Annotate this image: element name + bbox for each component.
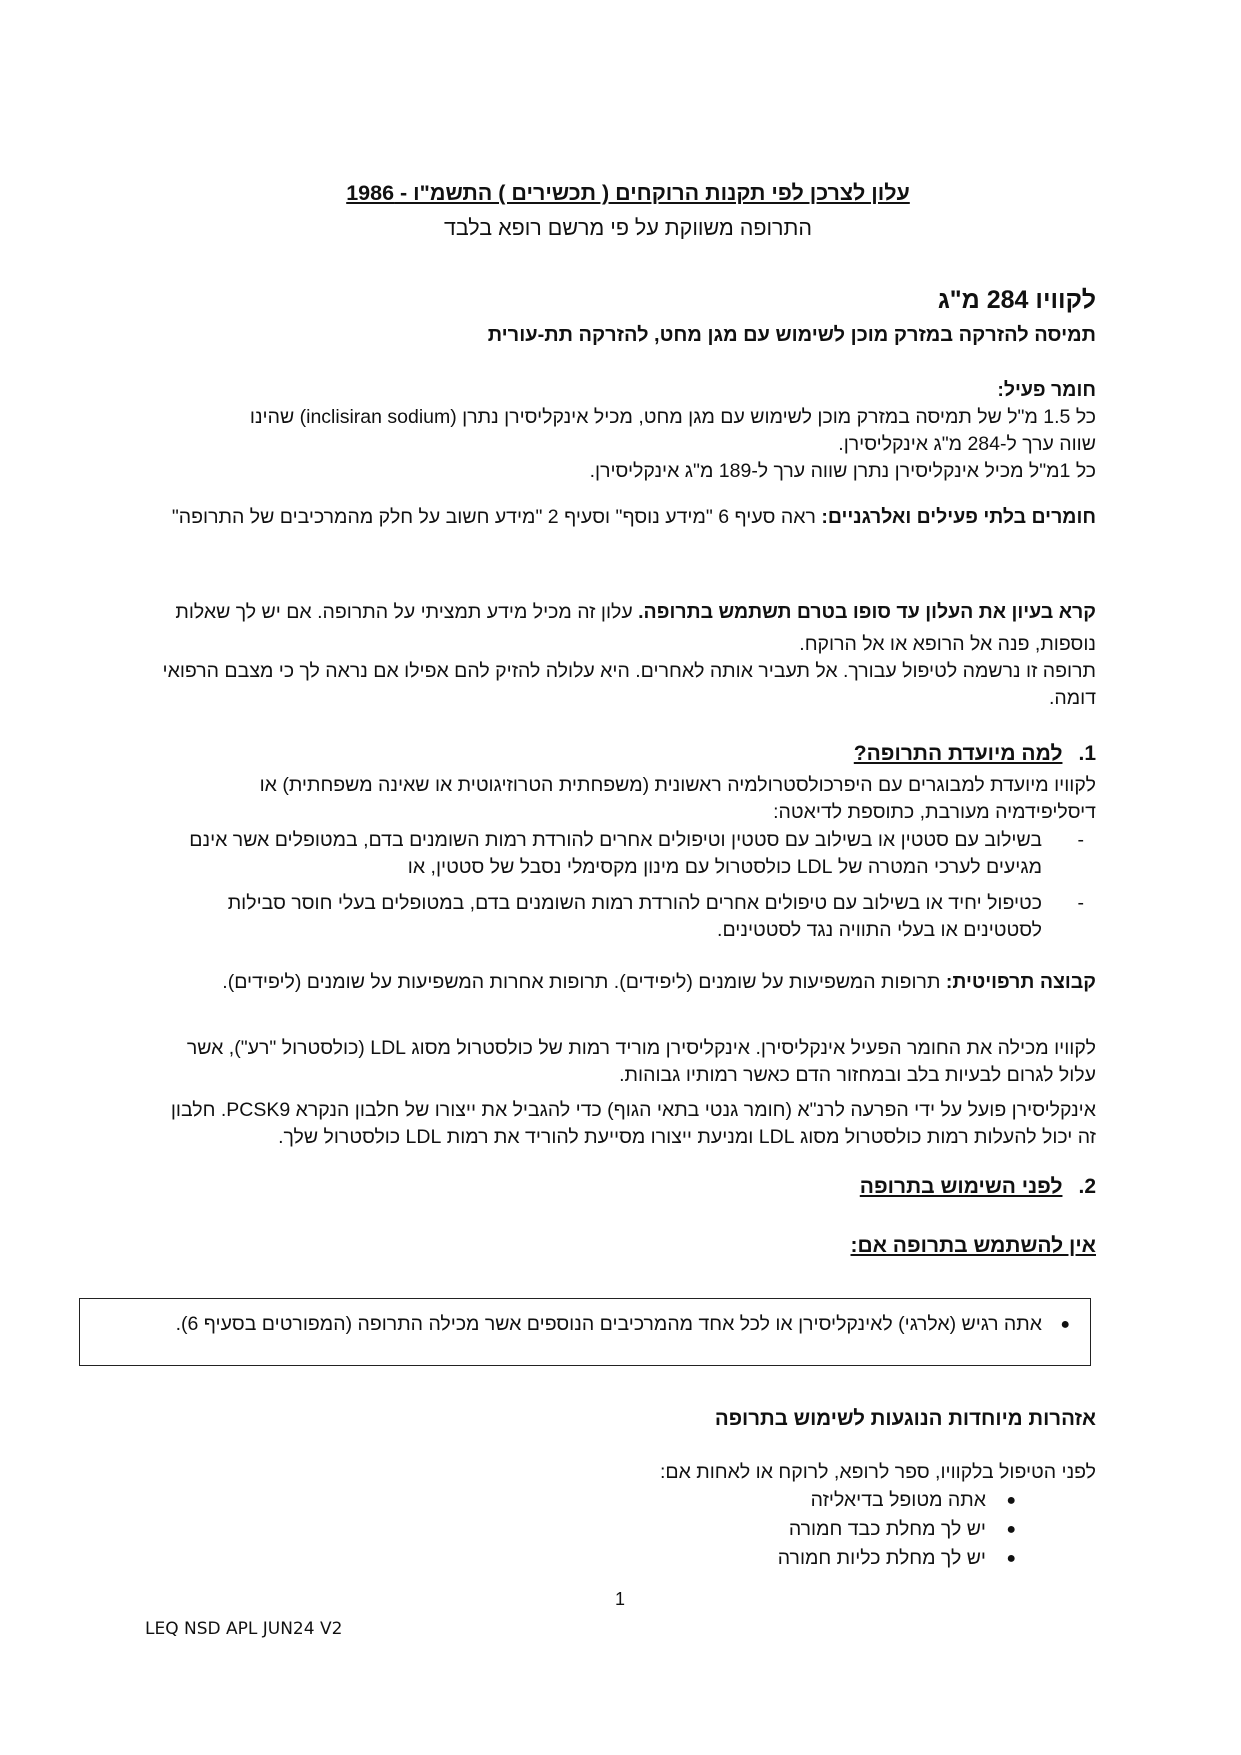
leaflet-header-subtitle: התרופה משווקת על פי מרשם רופא בלבד: [443, 216, 813, 240]
therapeutic-group-text: תרופות המשפיעות על שומנים (ליפידים). תרופות אחרות המשפיעות על שומנים (ליפידים).: [222, 971, 941, 993]
inactive-ingredients-label: חומרים בלתי פעילים ואלרגניים:: [821, 506, 1096, 528]
section1-intro: לקוויו מיועדת למבוגרים עם היפרכולסטרולמיה ראשונית (משפחתית הטרוזיגוטית או שאינה משפחתית) או דיסליפידמיה מעורבת, כתוספת לדיאטה:: [259, 774, 1096, 823]
inactive-ingredients-block: [160, 504, 1096, 531]
section1-desc2: אינקליסירן פועל על ידי הפרעה לרנ"א (חומר גנטי בתאי הגוף) כדי להגביל את ייצורו של חלבון הנקרא PCSK9. חלבון זה יכול להעלות רמות כולסטרול מסוג LDL ומניעת ייצורו מסייעת להוריד את רמות LDL כולסטרול שלך.: [170, 1099, 1096, 1148]
active-ingredient-block: [160, 377, 1096, 485]
section2-title: לפני השימוש בתרופה: [859, 1175, 1063, 1198]
read-leaflet-block: [160, 596, 1096, 660]
drug-name: לקוויו 284 מ"ג: [937, 286, 1096, 314]
section1-desc1: לקוויו מכילה את החומר הפעיל אינקליסירן. אינקליסירן מוריד רמות של כולסטרול מסוג LDL (כולסטרול "רע"), אשר עלול לגרום לבעיות בלב ובמחזור הדם כאשר רמותיו גבוהות.: [186, 1037, 1096, 1086]
warning-item-3: יש לך מחלת כליות חמורה: [777, 1547, 986, 1569]
warning-item-2: יש לך מחלת כבד חמורה: [788, 1518, 986, 1540]
no-use-heading: [160, 1232, 1096, 1260]
bullet-marker: ●: [1006, 1492, 1016, 1509]
contraindication-text: אתה רגיש (אלרגי) לאינקליסירן או לכל אחד מהמרכיבים הנוספים אשר מכילה התרופה (המפורטים בסעיף 6).: [175, 1313, 1042, 1335]
active-ingredient-label: חומר פעיל:: [997, 379, 1096, 401]
section2-number: 2.: [1078, 1175, 1096, 1198]
footer-code: LEQ NSD APL JUN24 V2: [145, 1619, 343, 1639]
list-item: [160, 1486, 1096, 1515]
warning-item-1: אתה מטופל בדיאליזה: [810, 1489, 986, 1511]
page-number: 1: [614, 1589, 625, 1609]
section1-list: [160, 827, 1096, 944]
therapeutic-group: [160, 969, 1096, 996]
list-item: [160, 1515, 1096, 1544]
no-use-title: אין להשתמש בתרופה אם:: [850, 1234, 1096, 1257]
read-leaflet-text: עלון זה מכיל מידע תמציתי על התרופה. אם יש לך שאלות נוספות, פנה אל הרופא או אל הרוקח.: [175, 601, 1096, 655]
section1-number: 1.: [1078, 742, 1096, 765]
dash-marker: -: [1077, 829, 1084, 851]
section1-item-2: כטיפול יחיד או בשילוב עם טיפולים אחרים להורדת רמות השומנים בדם, במטופלים בעלי חוסר סבילות לסטטינים או בעלי התוויה נגד לסטטינים.: [227, 892, 1042, 941]
list-item: [160, 1544, 1096, 1573]
bullet-marker: ●: [1060, 1316, 1070, 1333]
list-item: [160, 890, 1096, 944]
inactive-ingredients-text: ראה סעיף 6 "מידע נוסף" וסעיף 2 "מידע חשוב על חלק מהמרכיבים של התרופה": [171, 506, 816, 528]
bullet-marker: ●: [1006, 1521, 1016, 1538]
section1-item-1: בשילוב עם סטטין או בשילוב עם סטטין וטיפולים אחרים להורדת רמות השומנים בדם, במטופלים אשר אינם מגיעים לערכי המטרה של LDL כולסטרול עם מינון מקסימלי נסבל של סטטין, או: [189, 829, 1042, 878]
section2-heading: [160, 1173, 1096, 1201]
section1-title: למה מיועדת התרופה?: [853, 742, 1063, 765]
list-item: [92, 1311, 1070, 1338]
active-ingredient-line2: שווה ערך ל-284 מ"ג אינקליסירן.: [838, 433, 1096, 455]
contraindication-box: [79, 1298, 1091, 1366]
list-item: [160, 827, 1096, 881]
read-leaflet-bold: קרא בעיון את העלון עד סופו בטרם תשתמש בתרופה.: [638, 601, 1096, 623]
active-ingredient-line3: כל 1מ"ל מכיל אינקליסירן נתרן שווה ערך ל-189 מ"ג אינקליסירן.: [589, 460, 1096, 482]
bullet-marker: ●: [1006, 1550, 1016, 1567]
therapeutic-group-label: קבוצה תרפויטית:: [945, 971, 1096, 993]
dash-marker: -: [1077, 892, 1084, 914]
section1-heading: [160, 740, 1096, 768]
leaflet-header-title: עלון לצרכן לפי תקנות הרוקחים ( תכשירים ) התשמ"ו - 1986: [346, 181, 910, 205]
drug-form: תמיסה להזרקה במזרק מוכן לשימוש עם מגן מחט, להזרקה תת-עורית: [487, 324, 1096, 346]
warnings-list: [160, 1486, 1096, 1573]
read-leaflet-para2: תרופה זו נרשמה לטיפול עבורך. אל תעביר אותה לאחרים. היא עלולה להזיק להם אפילו אם נראה לך כי מצבם הרפואי דומה.: [162, 660, 1096, 709]
warnings-intro: לפני הטיפול בלקוויו, ספר לרופא, לרוקח או לאחות אם:: [659, 1461, 1096, 1483]
warnings-title: אזהרות מיוחדות הנוגעות לשימוש בתרופה: [714, 1407, 1096, 1430]
active-ingredient-line1: כל 1.5 מ"ל של תמיסה במזרק מוכן לשימוש עם מגן מחט, מכיל אינקליסירן נתרן (inclisiran sodium) שהינו: [249, 406, 1096, 428]
